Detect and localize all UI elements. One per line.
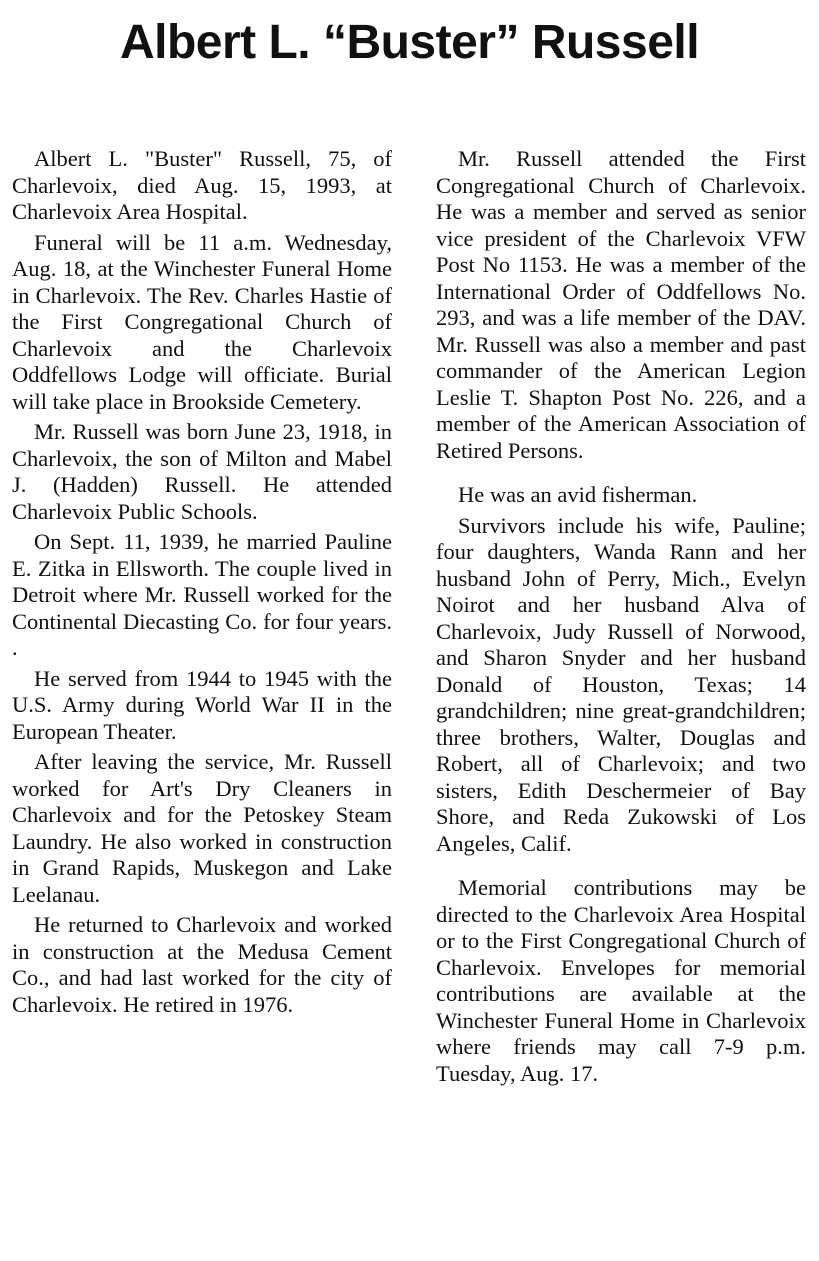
- paragraph-death-notice: Albert L. "Buster" Russell, 75, of Charlevoix, died Aug. 15, 1993, at Charlevoix Area Hospital.: [12, 146, 392, 224]
- paragraph-hobby: He was an avid fisherman.: [458, 482, 698, 507]
- paragraph-retirement: He returned to Charlevoix and worked in construction at the Medusa Cement Co., and had last worked for the city of Charlevoix. He retired in 1976.: [12, 912, 392, 1017]
- paragraph-funeral: Funeral will be 11 a.m. Wednesday, Aug. 18, at the Winchester Funeral Home in Charlevoix. The Rev. Charles Hastie of the First Congregational Church of Charlevoix and the Charlevoix Oddfellows Lodge will officiate. Burial will take place in Brookside Cemetery.: [12, 229, 392, 414]
- paragraph-career: After leaving the service, Mr. Russell worked for Art's Dry Cleaners in Charlevoix and for the Petoskey Steam Laundry. He also worked in construction in Grand Rapids, Muskegon and Lake Leelanau.: [12, 749, 392, 907]
- paragraph-memorial-contributions: Memorial contributions may be directed to the Charlevoix Area Hospital or to the First Congregational Church of Charlevoix. Envelopes for memorial contributions are available at the Winchester Funeral Home in Charlevoix where friends may call 7-9 p.m. Tuesday, Aug. 17.: [436, 875, 806, 1086]
- paragraph-military-service: He served from 1944 to 1945 with the U.S. Army during World War II in the European Theater.: [12, 665, 392, 744]
- paragraph-memberships: Mr. Russell attended the First Congregational Church of Charlevoix. He was a member and served as senior vice president of the Charlevoix VFW Post No 1153. He was a member of the International Order of Oddfellows No. 293, and was a life member of the DAV. Mr. Russell was also a member and past commander of the American Legion Leslie T. Shapton Post No. 226, and a member of the American Association of Retired Persons.: [436, 146, 806, 463]
- paragraph-birth: Mr. Russell was born June 23, 1918, in Charlevoix, the son of Milton and Mabel J. (Hadden) Russell. He attended Charlevoix Public Schools.: [12, 419, 392, 524]
- right-column: [436, 146, 806, 1091]
- obituary-headline: Albert L. “Buster” Russell: [119, 16, 700, 69]
- paragraph-marriage: On Sept. 11, 1939, he married Pauline E. Zitka in Ellsworth. The couple lived in Detroit where Mr. Russell worked for the Continental Diecasting Co. for four years. .: [12, 529, 392, 660]
- left-column: [12, 146, 392, 1022]
- paragraph-survivors: Survivors include his wife, Pauline; four daughters, Wanda Rann and her husband John of Perry, Mich., Evelyn Noirot and her husband Alva of Charlevoix, Judy Russell of Norwood, and Sharon Snyder and her husband Donald of Houston, Texas; 14 grandchildren; nine great-grandchildren; three brothers, Walter, Douglas and Robert, all of Charlevoix; and two sisters, Edith Deschermeier of Bay Shore, and Reda Zukowski of Los Angeles, Calif.: [436, 512, 806, 856]
